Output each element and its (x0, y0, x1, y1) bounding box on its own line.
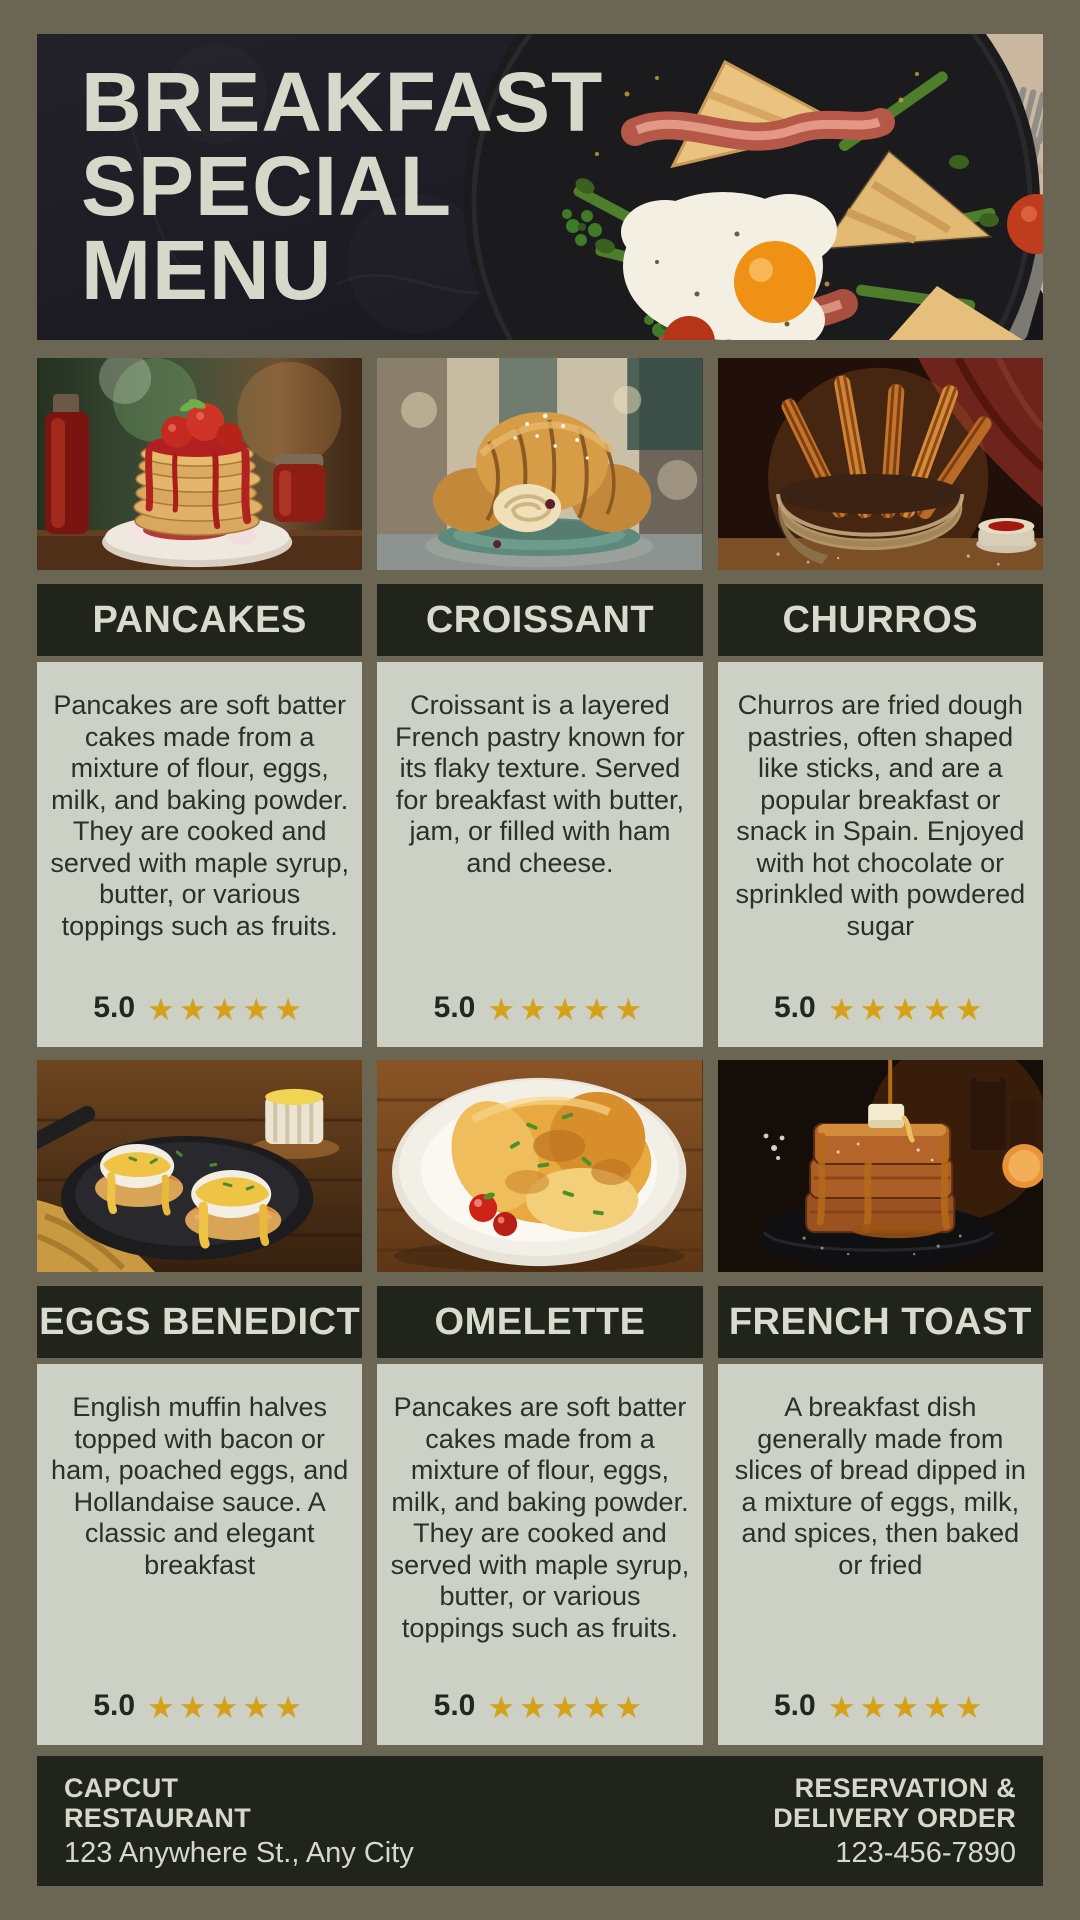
item-rating (377, 991, 702, 1025)
item-title: EGGS BENEDICT (39, 1300, 361, 1343)
star-icons: ★★★★★ (827, 991, 987, 1027)
star-icons: ★★★★★ (487, 991, 647, 1027)
menu-grid (37, 358, 1043, 1745)
item-description-box (377, 1364, 702, 1745)
menu-card-pancakes (37, 358, 362, 1047)
item-rating (377, 1689, 702, 1723)
rating-score: 5.0 (773, 1689, 816, 1722)
footer-restaurant-block (64, 1773, 414, 1869)
item-title-band (37, 1286, 362, 1358)
item-description: A breakfast dish generally made from slices of bread dipped in a mixture of eggs, milk, and spices, then baked or fried (734, 1392, 1026, 1580)
menu-card-eggs-benedict (37, 1060, 362, 1745)
eggs-benedict-photo (37, 1060, 362, 1272)
menu-card-omelette (377, 1060, 702, 1745)
star-icons: ★★★★★ (147, 1689, 306, 1725)
item-rating (37, 991, 362, 1025)
item-title: CROISSANT (425, 598, 655, 641)
item-description-box (37, 662, 362, 1047)
item-title: PANCAKES (92, 598, 307, 641)
item-title: FRENCH TOAST (728, 1300, 1032, 1343)
banner-title (81, 55, 604, 317)
rating-score: 5.0 (773, 991, 816, 1024)
item-description-box (718, 662, 1043, 1047)
menu-card-french-toast (718, 1060, 1043, 1745)
item-description-box (37, 1364, 362, 1745)
restaurant-name-line2: RESTAURANT (64, 1803, 251, 1833)
restaurant-name-line1: CAPCUT (64, 1773, 179, 1803)
menu-card-churros (718, 358, 1043, 1047)
item-description: Croissant is a layered French pastry known for its flaky texture. Served for breakfast with butter, jam, or filled with ham and cheese. (395, 690, 685, 878)
item-title-band (377, 1286, 702, 1358)
omelette-photo (377, 1060, 702, 1272)
item-description: Pancakes are soft batter cakes made from a mixture of flour, eggs, milk, and baking powder. They are cooked and served with maple syrup, butter, or various toppings such as fruits. (390, 1392, 690, 1643)
banner (37, 34, 1043, 340)
item-rating (718, 991, 1043, 1025)
item-description: Pancakes are soft batter cakes made from a mixture of flour, eggs, milk, and baking powder. They are cooked and served with maple syrup, butter, or various toppings such as fruits. (50, 690, 349, 941)
reservation-label-line1: RESERVATION & (794, 1773, 1016, 1803)
french-toast-photo (718, 1060, 1043, 1272)
footer (37, 1756, 1043, 1886)
reservation-label-line2: DELIVERY ORDER (773, 1803, 1016, 1833)
star-icons: ★★★★★ (147, 991, 306, 1027)
star-icons: ★★★★★ (487, 1689, 647, 1725)
item-title-band (37, 584, 362, 656)
pancakes-photo (37, 358, 362, 570)
reservation-phone: 123-456-7890 (835, 1837, 1016, 1869)
rating-score: 5.0 (433, 1689, 476, 1722)
item-title: CHURROS (782, 598, 979, 641)
rating-score: 5.0 (93, 991, 136, 1024)
banner-title-line: SPECIAL (81, 139, 453, 233)
item-title-band (718, 1286, 1043, 1358)
restaurant-address: 123 Anywhere St., Any City (64, 1837, 414, 1869)
croissant-photo (377, 358, 702, 570)
rating-score: 5.0 (93, 1689, 136, 1722)
footer-reservation-block (773, 1773, 1016, 1869)
item-title-band (377, 584, 702, 656)
banner-title-line: MENU (81, 223, 333, 317)
item-rating (718, 1689, 1043, 1723)
star-icons: ★★★★★ (827, 1689, 987, 1725)
item-description-box (377, 662, 702, 1047)
item-description: Churros are fried dough pastries, often shaped like sticks, and are a popular breakfast or snack in Spain. Enjoyed with hot chocolate or sprinkled with powdered sugar (735, 690, 1026, 941)
menu-card-croissant (377, 358, 702, 1047)
item-description-box (718, 1364, 1043, 1745)
item-title: OMELETTE (434, 1300, 646, 1343)
rating-score: 5.0 (433, 991, 476, 1024)
banner-title-line: BREAKFAST (81, 55, 604, 149)
item-rating (37, 1689, 362, 1723)
churros-photo (718, 358, 1043, 570)
item-description: English muffin halves topped with bacon or ham, poached eggs, and Hollandaise sauce. A classic and elegant breakfast (51, 1392, 349, 1580)
item-title-band (718, 584, 1043, 656)
